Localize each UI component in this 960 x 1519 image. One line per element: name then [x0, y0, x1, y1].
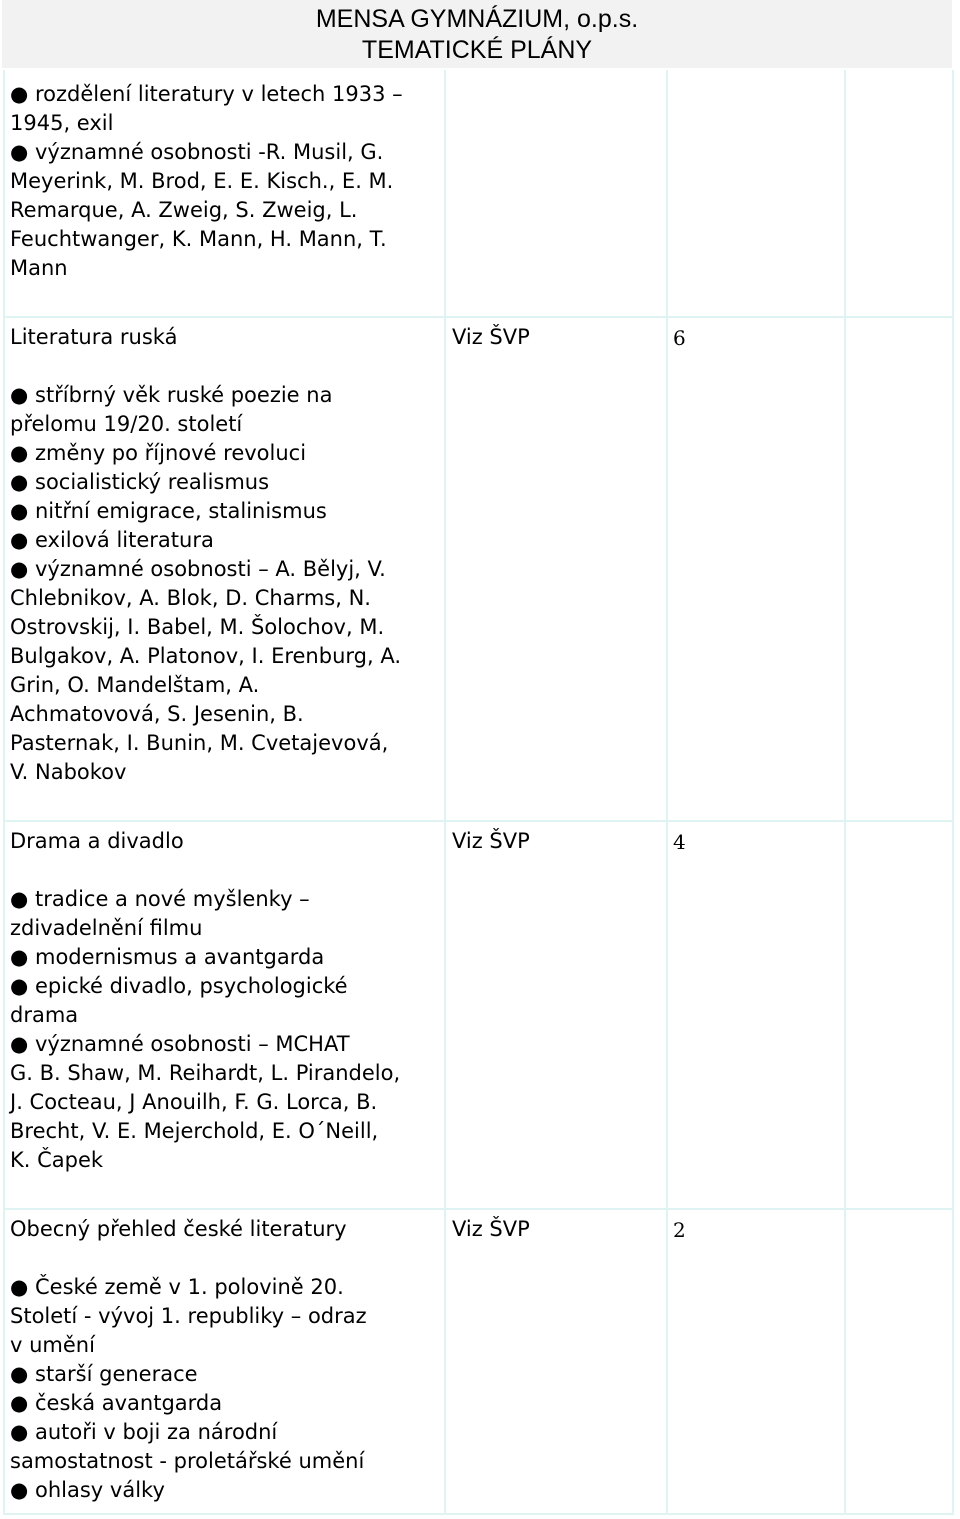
list-item: Grin, O. Mandelštam, A.	[10, 673, 260, 697]
document-title: TEMATICKÉ PLÁNY	[361, 36, 593, 64]
list-item: Pasternak, I. Bunin, M. Cvetajevová,	[10, 731, 389, 755]
table-border-col1	[444, 70, 446, 1515]
list-item: G. B. Shaw, M. Reihardt, L. Pirandelo,	[10, 1061, 401, 1085]
list-item: samostatnost - proletářské umění	[10, 1449, 365, 1473]
list-item: Bulgakov, A. Platonov, I. Erenburg, A.	[10, 644, 401, 668]
list-item: v umění	[10, 1333, 95, 1357]
row-divider	[3, 316, 954, 318]
table-row	[10, 885, 400, 1175]
list-item: ● tradice a nové myšlenky –	[10, 887, 310, 911]
list-item: Mann	[10, 256, 68, 280]
curriculum-reference: Viz ŠVP	[452, 1217, 530, 1241]
topic-title: Obecný přehled české literatury	[10, 1217, 347, 1241]
list-item: Feuchtwanger, K. Mann, H. Mann, T.	[10, 227, 387, 251]
hours-count: 6	[673, 326, 686, 350]
row-divider	[3, 820, 954, 822]
table-border-left	[3, 70, 5, 1515]
list-item: přelomu 19/20. století	[10, 412, 243, 436]
list-item: 1945, exil	[10, 111, 114, 135]
list-item: Chlebnikov, A. Blok, D. Charms, N.	[10, 586, 371, 610]
topic-title: Literatura ruská	[10, 325, 178, 349]
list-item: ● česká avantgarda	[10, 1391, 223, 1415]
list-item: ● rozdělení literatury v letech 1933 –	[10, 82, 403, 106]
list-item: ● České země v 1. polovině 20.	[10, 1275, 344, 1299]
list-item: ● stříbrný věk ruské poezie na	[10, 383, 333, 407]
list-item: V. Nabokov	[10, 760, 127, 784]
hours-count: 2	[673, 1218, 686, 1242]
list-item: ● změny po říjnové revoluci	[10, 441, 307, 465]
list-item: J. Cocteau, J Anouilh, F. G. Lorca, B.	[10, 1090, 378, 1114]
curriculum-reference: Viz ŠVP	[452, 325, 530, 349]
curriculum-reference: Viz ŠVP	[452, 829, 530, 853]
list-item: ● ohlasy války	[10, 1478, 165, 1502]
table-row	[10, 381, 401, 787]
list-item: ● exilová literatura	[10, 528, 214, 552]
list-item: Remarque, A. Zweig, S. Zweig, L.	[10, 198, 358, 222]
table-border-col2	[666, 70, 668, 1515]
school-name: MENSA GYMNÁZIUM, o.p.s.	[315, 5, 639, 33]
page-header	[2, 0, 952, 68]
list-item: zdivadelnění filmu	[10, 916, 203, 940]
hours-count: 4	[673, 830, 686, 854]
list-item: K. Čapek	[10, 1148, 104, 1172]
topic-title: Drama a divadlo	[10, 829, 184, 853]
table-row	[10, 1273, 367, 1505]
list-item: drama	[10, 1003, 79, 1027]
list-item: Brecht, V. E. Mejerchold, E. O´Neill,	[10, 1119, 379, 1143]
list-item: ● epické divadlo, psychologické	[10, 974, 348, 998]
list-item: ● starší generace	[10, 1362, 198, 1386]
list-item: ● autoři v boji za národní	[10, 1420, 278, 1444]
list-item: ● modernismus a avantgarda	[10, 945, 325, 969]
table-row	[10, 80, 403, 283]
list-item: Století - vývoj 1. republiky – odraz	[10, 1304, 367, 1328]
list-item: ● nitřní emigrace, stalinismus	[10, 499, 327, 523]
list-item: ● významné osobnosti – MCHAT	[10, 1032, 350, 1056]
table-border-col3	[844, 70, 846, 1515]
list-item: ● socialistický realismus	[10, 470, 270, 494]
table-border-bottom	[3, 1513, 954, 1515]
list-item: Meyerink, M. Brod, E. E. Kisch., E. M.	[10, 169, 394, 193]
list-item: ● významné osobnosti -R. Musil, G.	[10, 140, 384, 164]
table-border-right	[952, 70, 954, 1515]
list-item: Ostrovskij, I. Babel, M. Šolochov, M.	[10, 615, 385, 639]
list-item: ● významné osobnosti – A. Bělyj, V.	[10, 557, 386, 581]
row-divider	[3, 1208, 954, 1210]
list-item: Achmatovová, S. Jesenin, B.	[10, 702, 304, 726]
